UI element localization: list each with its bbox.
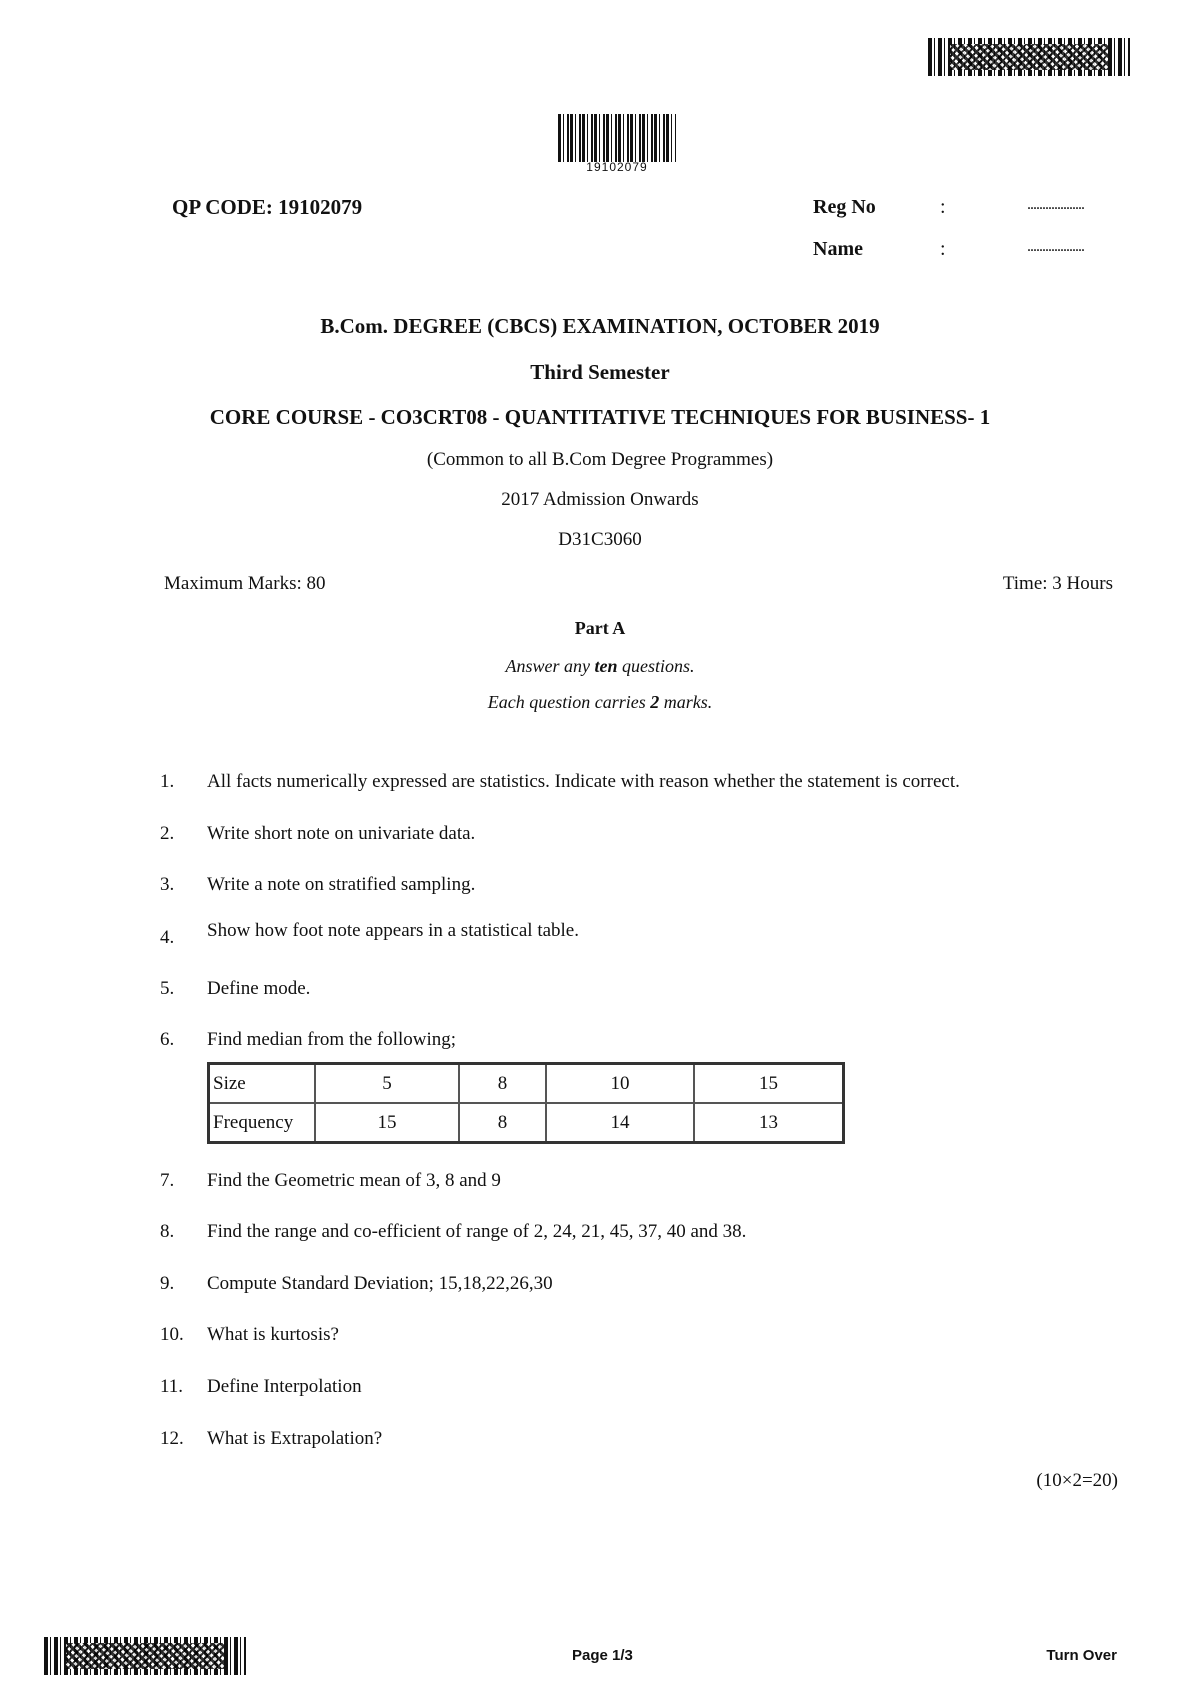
table-cell: 5 (315, 1064, 459, 1104)
turn-over: Turn Over (1046, 1647, 1117, 1664)
table-row (209, 1103, 844, 1143)
question-text: Find the range and co-efficient of range of 2, 24, 21, 45, 37, 40 and 38. (207, 1221, 747, 1242)
top-right-barcode (928, 38, 1130, 76)
instruction-prefix: Answer any (505, 656, 590, 676)
part-a-total-marks: (10×2=20) (1036, 1470, 1118, 1491)
question-number: 12. (160, 1428, 184, 1449)
qp-code: QP CODE: 19102079 (172, 195, 363, 219)
question-number: 3. (160, 874, 175, 895)
page-number: Page 1/3 (572, 1647, 633, 1664)
table-cell: 15 (315, 1103, 459, 1143)
question-number: 11. (160, 1376, 184, 1397)
exam-title: B.Com. DEGREE (CBCS) EXAMINATION, OCTOBER 2019 (320, 314, 880, 338)
admission-note: 2017 Admission Onwards (501, 489, 699, 510)
question-number: 6. (160, 1029, 175, 1050)
table-cell: 8 (459, 1103, 546, 1143)
time-allowed: Time: 3 Hours (1002, 573, 1113, 594)
question-text: Show how foot note appears in a statistical table. (207, 920, 579, 941)
table-cell: 14 (546, 1103, 694, 1143)
frequency-table (207, 1062, 845, 1144)
semester: Third Semester (530, 360, 670, 384)
table-cell: 13 (694, 1103, 844, 1143)
question-text: Write short note on univariate data. (207, 823, 476, 844)
carry-suffix: marks. (663, 692, 713, 712)
question-number: 7. (160, 1170, 175, 1191)
question-text: Write a note on stratified sampling. (207, 874, 476, 895)
bottom-left-barcode (44, 1637, 246, 1675)
question-number: 2. (160, 823, 175, 844)
carry-prefix: Each question carries (487, 692, 646, 712)
reg-no-colon: : (940, 196, 946, 218)
table-cell: 10 (546, 1064, 694, 1104)
course-title: CORE COURSE - CO3CRT08 - QUANTITATIVE TECHNIQUES FOR BUSINESS- 1 (209, 405, 991, 429)
instruction-bold: ten (594, 656, 618, 676)
reg-no-blank: ................... (1027, 196, 1084, 213)
table-cell: 15 (694, 1064, 844, 1104)
question-number: 5. (160, 978, 175, 999)
maximum-marks: Maximum Marks: 80 (164, 573, 326, 594)
reg-no-label: Reg No (813, 196, 876, 218)
part-a-marks-note (0, 692, 1200, 713)
question-number: 10. (160, 1324, 184, 1345)
name-blank: ................... (1027, 238, 1084, 255)
question-text: Find median from the following; (207, 1029, 457, 1050)
question-text: Compute Standard Deviation; 15,18,22,26,30 (207, 1273, 553, 1294)
table-cell: Size (209, 1064, 316, 1104)
question-text: Find the Geometric mean of 3, 8 and 9 (207, 1170, 501, 1191)
question-text: What is kurtosis? (207, 1324, 339, 1345)
question-number: 4. (160, 927, 175, 948)
part-a-instruction (0, 656, 1200, 677)
question-number: 1. (160, 771, 175, 792)
paper-code: D31C3060 (558, 529, 642, 550)
name-colon: : (940, 238, 946, 260)
table-row (209, 1064, 844, 1104)
question-text: What is Extrapolation? (207, 1428, 383, 1449)
table-cell: Frequency (209, 1103, 316, 1143)
question-text: Define mode. (207, 978, 311, 999)
instruction-suffix: questions. (622, 656, 695, 676)
question-text: All facts numerically expressed are statistics. Indicate with reason whether the statement is correct. (207, 771, 960, 792)
question-number: 9. (160, 1273, 175, 1294)
qp-barcode (558, 114, 676, 162)
name-label: Name (813, 238, 863, 260)
part-a-heading: Part A (574, 618, 626, 638)
carry-bold: 2 (650, 692, 660, 712)
table-cell: 8 (459, 1064, 546, 1104)
question-number: 8. (160, 1221, 175, 1242)
question-text: Define Interpolation (207, 1376, 362, 1397)
qp-barcode-number: 19102079 (586, 160, 648, 174)
common-note: (Common to all B.Com Degree Programmes) (426, 449, 774, 470)
